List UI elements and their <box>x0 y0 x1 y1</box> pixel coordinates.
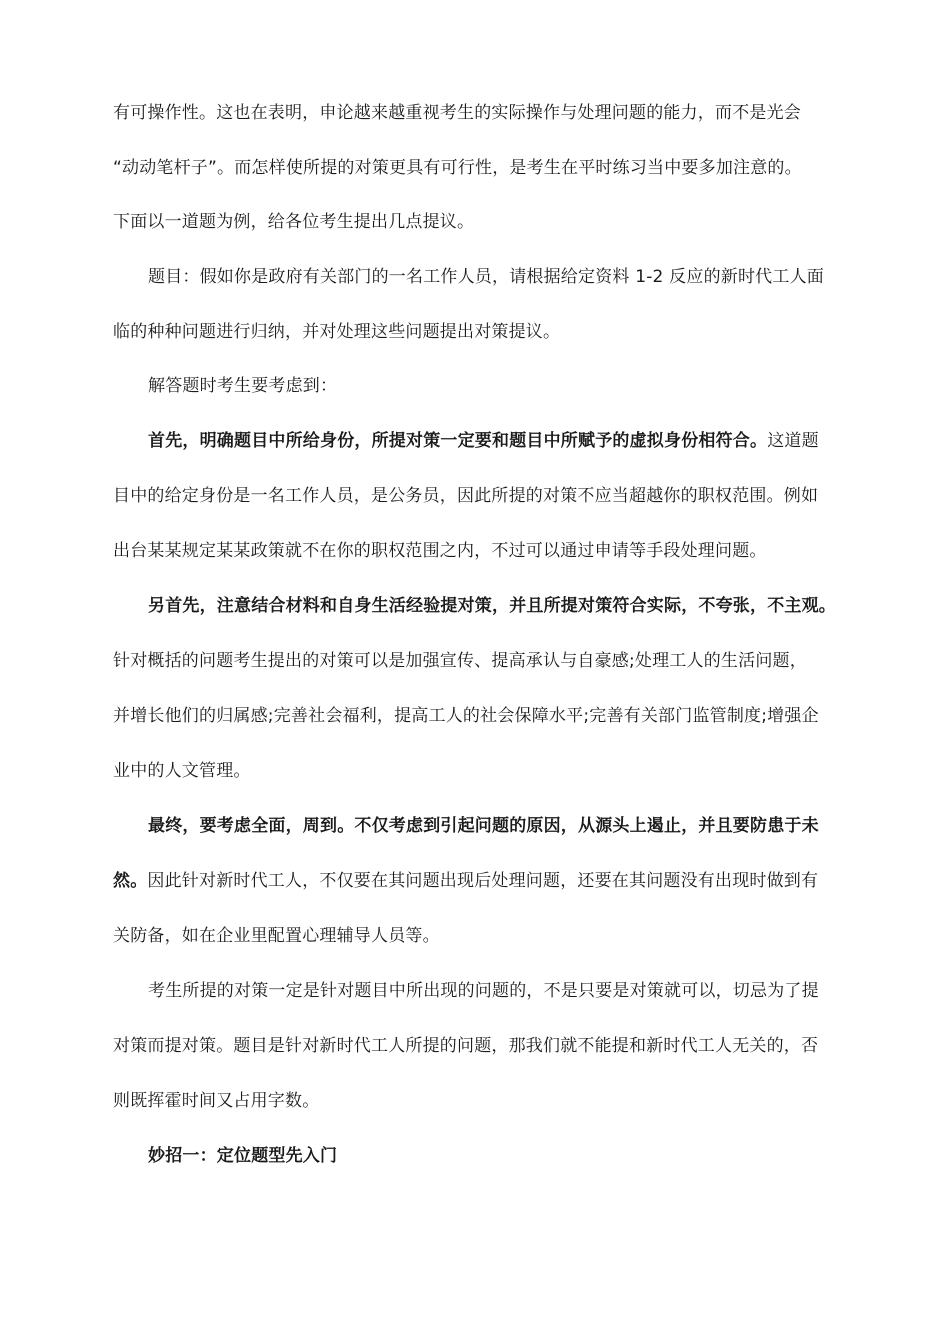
text-run: 这道题 <box>767 431 819 451</box>
text-run: 并增长他们的归属感;完善社会福利，提高工人的社会保障水平;完善有关部门监管制度;增强企 <box>113 706 819 726</box>
question-line <box>148 265 888 289</box>
text-run: 有可操作性。这也在表明，申论越来越重视考生的实际操作与处理问题的能力，而不是光会 <box>113 103 801 123</box>
text-run: 下面以一道题为例，给各位考生提出几点提议。 <box>113 212 475 232</box>
point-second-line <box>148 594 888 618</box>
body-text-line <box>113 649 853 673</box>
bold-run: 妙招一：定位题型先入门 <box>148 1146 338 1166</box>
text-run: 业中的人文管理。 <box>113 761 251 781</box>
body-text-line <box>113 869 853 893</box>
bold-run: 首先，明确题目中所给身份，所提对策一定要和题目中所赋予的虚拟身份相符合。 <box>148 431 768 451</box>
text-run: 因此针对新时代工人，不仅要在其问题出现后处理问题，还要在其问题没有出现时做到有 <box>147 871 819 891</box>
body-text-line <box>113 484 853 508</box>
section-heading <box>148 1144 888 1168</box>
text-run: 解答题时考生要考虑到： <box>148 376 338 396</box>
body-text-line <box>113 924 853 948</box>
text-run: 临的种种问题进行归纳，并对处理这些问题提出对策提议。 <box>113 322 561 342</box>
body-text-line <box>113 101 853 125</box>
text-run: 目中的给定身份是一名工作人员，是公务员，因此所提的对策不应当超越你的职权范围。例如 <box>113 486 819 506</box>
body-text-line <box>148 979 888 1003</box>
question-line <box>113 320 853 344</box>
bold-run: 最终，要考虑全面，周到。不仅考虑到引起问题的原因，从源头上遏止，并且要防患于未 <box>148 816 819 836</box>
body-text-line <box>113 156 853 180</box>
text-run: “动动笔杆子”。而怎样使所提的对策更具有可行性，是考生在平时练习当中要多加注意的。 <box>113 158 802 178</box>
point-first-line <box>148 429 888 453</box>
body-text-line <box>113 1089 853 1113</box>
text-run: 对策而提对策。题目是针对新时代工人所提的问题，那我们就不能提和新时代工人无关的，否 <box>113 1036 819 1056</box>
body-text-line <box>113 759 853 783</box>
text-run: 出台某某规定某某政策就不在你的职权范围之内，不过可以通过申请等手段处理问题。 <box>113 541 767 561</box>
point-final-line <box>148 814 888 838</box>
body-text-line <box>113 539 853 563</box>
body-text-line <box>113 704 853 728</box>
text-run: 则既挥霍时间又占用字数。 <box>113 1091 320 1111</box>
bold-run: 另首先，注意结合材料和自身生活经验提对策，并且所提对策符合实际，不夸张，不主观。 <box>148 596 836 616</box>
body-text-line <box>113 210 853 234</box>
text-run: 针对概括的问题考生提出的对策可以是加强宣传、提高承认与自豪感;处理工人的生活问题， <box>113 651 807 671</box>
body-text-line <box>148 374 888 398</box>
text-run: 题目：假如你是政府有关部门的一名工作人员，请根据给定资料 1-2 反应的新时代工人面 <box>148 267 824 287</box>
text-run: 关防备，如在企业里配置心理辅导人员等。 <box>113 926 440 946</box>
body-text-line <box>113 1034 853 1058</box>
bold-run: 然。 <box>113 871 148 891</box>
text-run: 考生所提的对策一定是针对题目中所出现的问题的，不是只要是对策就可以，切忌为了提 <box>148 981 819 1001</box>
